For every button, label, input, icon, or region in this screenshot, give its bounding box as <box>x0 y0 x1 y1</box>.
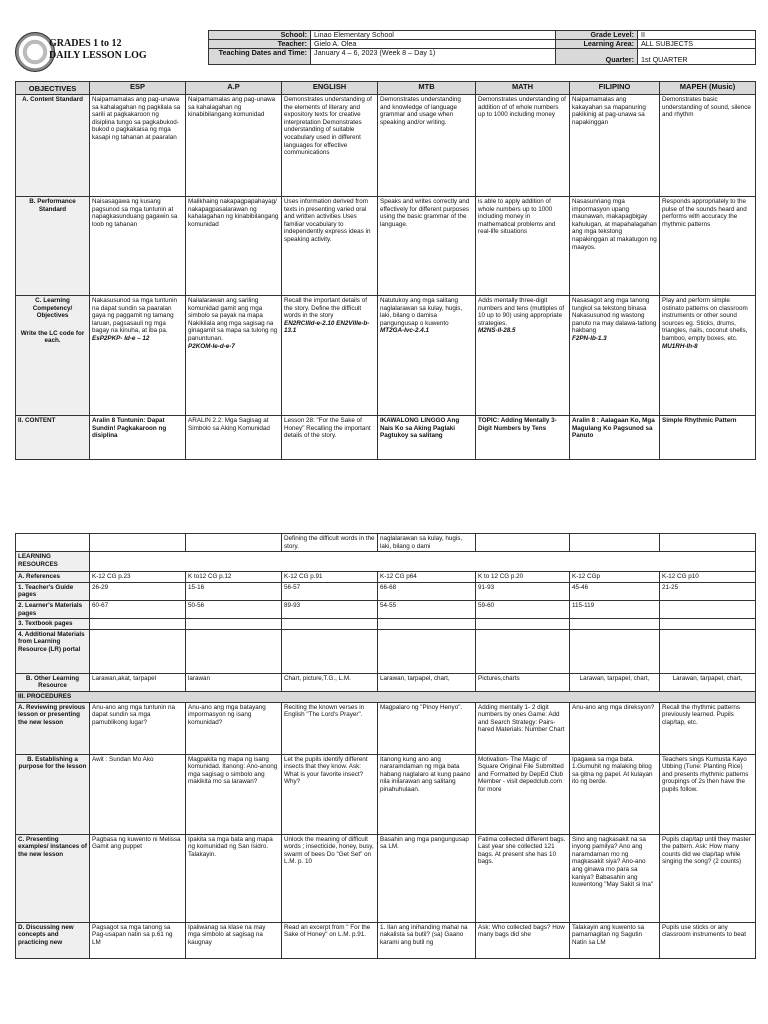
table-cell: 91-93 <box>476 582 570 600</box>
table-cell <box>660 619 756 630</box>
table-cell: 26-29 <box>90 582 186 600</box>
lc-code: P2KOM-Ie-d-e-7 <box>188 342 235 350</box>
cell-text: Natutukoy ang mga salitang naglalarawan sa kulay, hugis, laki, bilang o damisa pangungusap o kuwento <box>380 297 463 327</box>
table-cell <box>186 629 282 673</box>
table-cell: Fatima collected different bags. Last year she collected 121 bags. At present she has 10 bags. <box>476 834 570 922</box>
table-cell: K-12 CG p.91 <box>282 572 378 583</box>
table-row <box>16 600 756 618</box>
teacher-value: Gielo A. Olea <box>311 40 556 49</box>
table-cell <box>660 629 756 673</box>
table-cell: 89-93 <box>282 600 378 618</box>
table-cell: Larawan, tarpapel, chart, <box>570 673 660 691</box>
table-cell: K-12 CG p64 <box>378 572 476 583</box>
table-cell: Defining the difficult words in the story. <box>282 534 378 552</box>
table-row <box>16 619 756 630</box>
table-row <box>16 834 756 922</box>
table-cell: Lesson 28: "For the Sake of Honey" Recalling the important details of the story. <box>282 416 378 460</box>
table-cell: K to 12 CG p.20 <box>476 572 570 583</box>
table-cell: Magpalaro ng "Pinoy Henyo". <box>378 702 476 754</box>
table-row <box>16 673 756 691</box>
table-cell <box>282 619 378 630</box>
table-row <box>16 416 756 460</box>
dates-label: Teaching Dates and Time: <box>209 49 311 65</box>
area-value: ALL SUBJECTS <box>638 40 756 49</box>
lc-code: EsP2PKP- Id-e – 12 <box>92 334 150 342</box>
table-cell: Talakayin ang kuwento sa pamamagitan ng Sagutin Natin sa LM <box>570 922 660 958</box>
table-row <box>16 629 756 673</box>
row-label: 3. Textbook pages <box>16 619 90 630</box>
title-line-2: DAILY LESSON LOG <box>49 50 147 61</box>
lesson-table-page-2 <box>15 533 756 959</box>
table-cell: K-12 CG p10 <box>660 572 756 583</box>
row-label: A. References <box>16 572 90 583</box>
title-line-1: GRADES 1 to 12 <box>49 38 122 49</box>
table-cell: Ipagawa sa mga bata. 1.Gumuhit ng malaking bilog sa gitna ng papel. At kulayan ito ng berde. <box>570 754 660 834</box>
table-cell <box>476 619 570 630</box>
lc-code: F2PN-Ib-1.3 <box>572 334 607 342</box>
grade-value: II <box>638 31 756 40</box>
col-mtb: MTB <box>378 82 476 95</box>
table-cell: K to12 CG p.12 <box>186 572 282 583</box>
table-cell: Pagsagot sa mga tanong sa Pag-usapan natin sa p.61 ng LM <box>90 922 186 958</box>
table-cell: Awit : Sundan Mo Ako <box>90 754 186 834</box>
row-label: 4. Additional Materials from Learning Resource (LR) portal <box>16 629 90 673</box>
col-ap: A.P <box>186 82 282 95</box>
school-label: School: <box>209 31 311 40</box>
table-cell: Magpakita ng mapa ng isang komunidad. Itanong: Ano-anong mga sagisag o simbolo ang makikita mo sa larawan? <box>186 754 282 834</box>
cell-text: Nailalarawan ang sariling komunidad gamit ang mga simbolo sa payak na mapa Nakikilala ang mga sagisag na ginagamit sa mapa sa tulong ng panuntunan. <box>188 297 278 342</box>
table-cell: ARALIN 2.2: Mga Sagisag at Simbolo sa Aking Komunidad <box>186 416 282 460</box>
table-row <box>16 95 756 197</box>
table-cell: Chart, picture,T.G., L.M. <box>282 673 378 691</box>
col-filipino: FILIPINO <box>570 82 660 95</box>
table-cell: Ipaliwanag sa klase na may mga simbolo at sagisag na kaugnay <box>186 922 282 958</box>
grade-label: Grade Level: <box>556 31 638 40</box>
table-cell <box>90 552 756 572</box>
column-header-row <box>16 82 756 95</box>
row-label: B. Performance Standard <box>16 197 90 296</box>
col-english: ENGLISH <box>282 82 378 95</box>
table-cell: IKAWALONG LINGGO Ang Nais Ko sa Aking Paglaki Pagtukoy sa salitang <box>378 416 476 460</box>
row-label: II. CONTENT <box>16 416 90 460</box>
table-cell: 21-25 <box>660 582 756 600</box>
cell-text: Nasasagot ang mga tanong tungkol sa tekstong binasa Nakasusunod ng wastong panuto na may dalawa-tatlong hakbang <box>572 297 657 335</box>
table-cell <box>90 629 186 673</box>
header-info-table <box>208 30 756 65</box>
table-cell: Unlock the meaning of difficult words ; insecticide, honey, busy, swarm of bees Do "Get Set" on L.M. p. 10 <box>282 834 378 922</box>
table-cell: Pupils clap/tap until they master the pattern. Ask: How many counts did we clap/tap while singing the song? (2 counts) <box>660 834 756 922</box>
table-cell: Read an excerpt from " For the Sake of Honey" on L.M. p.91. <box>282 922 378 958</box>
row-label-sub: Write the LC code for each. <box>20 329 85 345</box>
table-cell <box>90 296 186 416</box>
table-cell: Aralin 8 Tuntunin: Dapat Sundin! Pagkakaroon ng disiplina <box>90 416 186 460</box>
table-cell <box>570 629 660 673</box>
table-cell: 66-68 <box>378 582 476 600</box>
table-cell: 54-55 <box>378 600 476 618</box>
table-cell: Basahin ang mga pangungusap sa LM. <box>378 834 476 922</box>
table-cell <box>186 296 282 416</box>
table-cell <box>660 600 756 618</box>
table-row <box>16 572 756 583</box>
table-cell: Uses information derived from texts in presenting varied oral and written activities Uses familiar vocabulary to independently express ideas in speaking activity. <box>282 197 378 296</box>
table-cell: 115-119 <box>570 600 660 618</box>
header <box>15 30 755 74</box>
table-cell: Naisasagawa ng kusang pagsunod sa mga tuntunin at napagkasunduang gagawin sa loob ng tahanan <box>90 197 186 296</box>
table-cell: Demonstrates understanding of addition of of whole numbers up to 1000 including money <box>476 95 570 197</box>
table-cell: Speaks and writes correctly and effectively for different purposes using the basic grammar of the language. <box>378 197 476 296</box>
table-cell: Aralin 8 : Aalagaan Ko, Mga Magulang Ko Pagsunod sa Panuto <box>570 416 660 460</box>
table-cell <box>378 629 476 673</box>
lc-code: MT2GA-Ivc-2.4.1 <box>380 327 429 335</box>
table-cell: 59-60 <box>476 600 570 618</box>
table-cell: Simple Rhythmic Pattern <box>660 416 756 460</box>
table-cell: Ask: Who collected bags? How many bags did she <box>476 922 570 958</box>
row-label: 2. Learner's Materials pages <box>16 600 90 618</box>
table-cell <box>90 619 186 630</box>
table-cell: Naipamamalas ang pag-unawa sa kahalagahan ng kinabibilangang komunidad <box>186 95 282 197</box>
table-cell <box>186 534 282 552</box>
cell-text: Nakasusunod sa mga tuntunin na dapat sundin sa paaralan gaya ng paggamit ng tamang laruan, pagsasauli ng mga bagay na kinuha, at iba pa. <box>92 297 178 335</box>
table-row <box>16 754 756 834</box>
table-cell <box>16 534 90 552</box>
table-cell: Pupils use sticks or any classroom instruments to beat <box>660 922 756 958</box>
table-cell: 56-57 <box>282 582 378 600</box>
col-mapeh: MAPEH (Music) <box>660 82 756 95</box>
table-cell: Nasasunriang mga impormasyon upang maunawan, makapagbigay kahulugan, at mapahalagahan ang mga tekstong napakinggan at makatugon ng maayos. <box>570 197 660 296</box>
table-cell: Anu-ano ang mga direksyon? <box>570 702 660 754</box>
table-cell: Naipamamalas ang kakayahan sa mapanuring pakikinig at pag-unawa sa napakinggan <box>570 95 660 197</box>
table-cell <box>186 619 282 630</box>
lc-code: EN2RCIIId-e-2.10 EN2VIIIe-b-13.1 <box>284 319 370 335</box>
row-label: LEARNING RESOURCES <box>16 552 90 572</box>
cell-text: Adds mentally three-digit numbers and tens (multiples of 10 up to 90) using appropriate strategies. <box>478 297 565 327</box>
row-label: B. Other Learning Resource <box>16 673 90 691</box>
table-cell: Demonstrates understanding and knowledge of language grammar and usage when speaking and/or writing. <box>378 95 476 197</box>
table-cell: Itanong kung ano ang nararamdaman ng mga bata habang naglalaro at kung paano nila inilarawan ang salitang pinahuhulaan. <box>378 754 476 834</box>
table-cell: Pagbasa ng kuwento ni Melissa Gamit ang puppet <box>90 834 186 922</box>
cell-text: Recall the important details of the story. Define the difficult words in the story <box>284 297 367 320</box>
table-cell: 50-56 <box>186 600 282 618</box>
table-cell <box>660 296 756 416</box>
table-cell: Adding mentally 1- 2 digit numbers by ones Game: Add and Search Strategy: Pairs-hared Materials: Number Chart <box>476 702 570 754</box>
col-objectives: OBJECTIVES <box>16 82 90 95</box>
table-cell: K-12 CGp <box>570 572 660 583</box>
table-cell: 15-16 <box>186 582 282 600</box>
table-cell: Sino ang nagkasakit na sa inyong pamilya? Ano ang naramdaman mo ng magkasakit siya? Ano-ano ang ginawa mo para sa kaniya? Babasahin ang kuwentong "May Sakit si Ina" <box>570 834 660 922</box>
table-cell: Anu-ano ang mga batayang impormasyon ng isang komunidad? <box>186 702 282 754</box>
table-cell: Demonstrates understanding of the elements of literary and expository texts for creative interpretation Demonstrates understanding of suitable vocabulary used in different languages for effective communications <box>282 95 378 197</box>
table-cell <box>476 629 570 673</box>
row-label: A. Reviewing previous lesson or presenting the new lesson <box>16 702 90 754</box>
row-label: B. Establishing a purpose for the lesson <box>16 754 90 834</box>
table-cell: Reciting the known verses in English "The Lord's Prayer". <box>282 702 378 754</box>
table-cell: 60-67 <box>90 600 186 618</box>
row-label: D. Discussing new concepts and practicing new <box>16 922 90 958</box>
cell-text: Play and perform simple ostinato patterns on classroom instruments or other sound sources eg. Sticks, drums, triangles, nails, coconut shells, bamboo, empty boxes, etc. <box>662 297 748 342</box>
table-cell <box>570 296 660 416</box>
table-cell: Larawan,akat, tarpapel <box>90 673 186 691</box>
table-cell <box>90 534 186 552</box>
table-cell <box>660 534 756 552</box>
table-row <box>16 922 756 958</box>
quarter-label: Quarter: <box>556 49 638 65</box>
table-row <box>16 197 756 296</box>
table-cell: Ipakita sa mga bata ang mapa ng komunidad ng San Isidro. Talakayin. <box>186 834 282 922</box>
table-cell: Motivation- The Magic of Square Original File Submitted and Formatted by DepEd Club Member - visit depedclub.com for more <box>476 754 570 834</box>
table-cell <box>378 619 476 630</box>
table-row <box>16 582 756 600</box>
table-cell <box>282 629 378 673</box>
table-cell: naglalarawan sa kulay, hugis, laki, bilang o dami <box>378 534 476 552</box>
document-title <box>49 38 147 62</box>
table-cell: Recall the rhythmic patterns previously learned. Pupils clap/tap, etc. <box>660 702 756 754</box>
procedures-heading: III. PROCEDURES <box>16 691 756 702</box>
row-label-text: C. Learning Competency/ Objectives <box>32 297 73 320</box>
lc-code: MU1RH-Ih-8 <box>662 342 698 350</box>
table-cell: 45-46 <box>570 582 660 600</box>
table-cell: Teachers sings Kumusta Kayo Ubbing (Tune: Planting Rice) and presents rhythmic patterns groupings of 2s then have the pupils follow. <box>660 754 756 834</box>
col-esp: ESP <box>90 82 186 95</box>
table-cell: Larawan, tarpapel, chart, <box>378 673 476 691</box>
table-cell: Responds appropriately to the pulse of the sounds heard and performs with accuracy the rhythmic patterns <box>660 197 756 296</box>
table-cell: Malikhaing nakapagpapahayag/ nakapagpasalarawan ng kahalagahan ng kinabibilangang komunidad <box>186 197 282 296</box>
table-cell <box>570 534 660 552</box>
table-cell: Pictures,charts <box>476 673 570 691</box>
table-row <box>16 702 756 754</box>
table-cell <box>476 296 570 416</box>
row-label <box>16 296 90 416</box>
table-row <box>16 691 756 702</box>
table-row <box>16 552 756 572</box>
table-cell: is able to apply addition of whole numbers up to 1000 including money in mathematical problems and real-life situations <box>476 197 570 296</box>
row-label: 1. Teacher's Guide pages <box>16 582 90 600</box>
table-cell: Naipamamalas ang pag-unawa sa kahalagahan ng pagkilala sa sarili at pagkakaroon ng disiplina tungo sa pagkabukod-bukod o pagkakaisa ng mga kasapi ng tahanan at paaralan <box>90 95 186 197</box>
table-cell <box>378 296 476 416</box>
table-cell <box>570 619 660 630</box>
table-cell <box>282 296 378 416</box>
table-cell: Larawan, tarpapel, chart, <box>660 673 756 691</box>
lc-code: M2NS-II-28.5 <box>478 327 516 335</box>
row-label: A. Content Standard <box>16 95 90 197</box>
dates-value: January 4 – 6, 2023 (Week 8 – Day 1) <box>311 49 556 65</box>
table-row <box>16 296 756 416</box>
table-cell: TOPIC: Adding Mentally 3- Digit Numbers by Tens <box>476 416 570 460</box>
table-cell: Anu-ano ang mga tuntunin na dapat sundin sa mga pamublikong lugar? <box>90 702 186 754</box>
table-row <box>16 534 756 552</box>
quarter-value: 1st QUARTER <box>638 49 756 65</box>
col-math: MATH <box>476 82 570 95</box>
area-label: Learning Area: <box>556 40 638 49</box>
table-cell: 1. Ilan ang inihanding mahal na nakalista sa butil? (sa) Gaano karami ang butil ng <box>378 922 476 958</box>
table-cell: K-12 CG p.23 <box>90 572 186 583</box>
teacher-label: Teacher: <box>209 40 311 49</box>
table-cell: Let the pupils identify different insects that they know. Ask: What is your favorite insect? Why? <box>282 754 378 834</box>
row-label: C. Presenting examples/ instances of the new lesson <box>16 834 90 922</box>
school-value: Linao Elementary School <box>311 31 556 40</box>
lesson-table-page-1 <box>15 81 756 460</box>
table-cell: Demonstrates basic understanding of sound, silence and rhythm <box>660 95 756 197</box>
table-cell <box>476 534 570 552</box>
table-cell: larawan <box>186 673 282 691</box>
